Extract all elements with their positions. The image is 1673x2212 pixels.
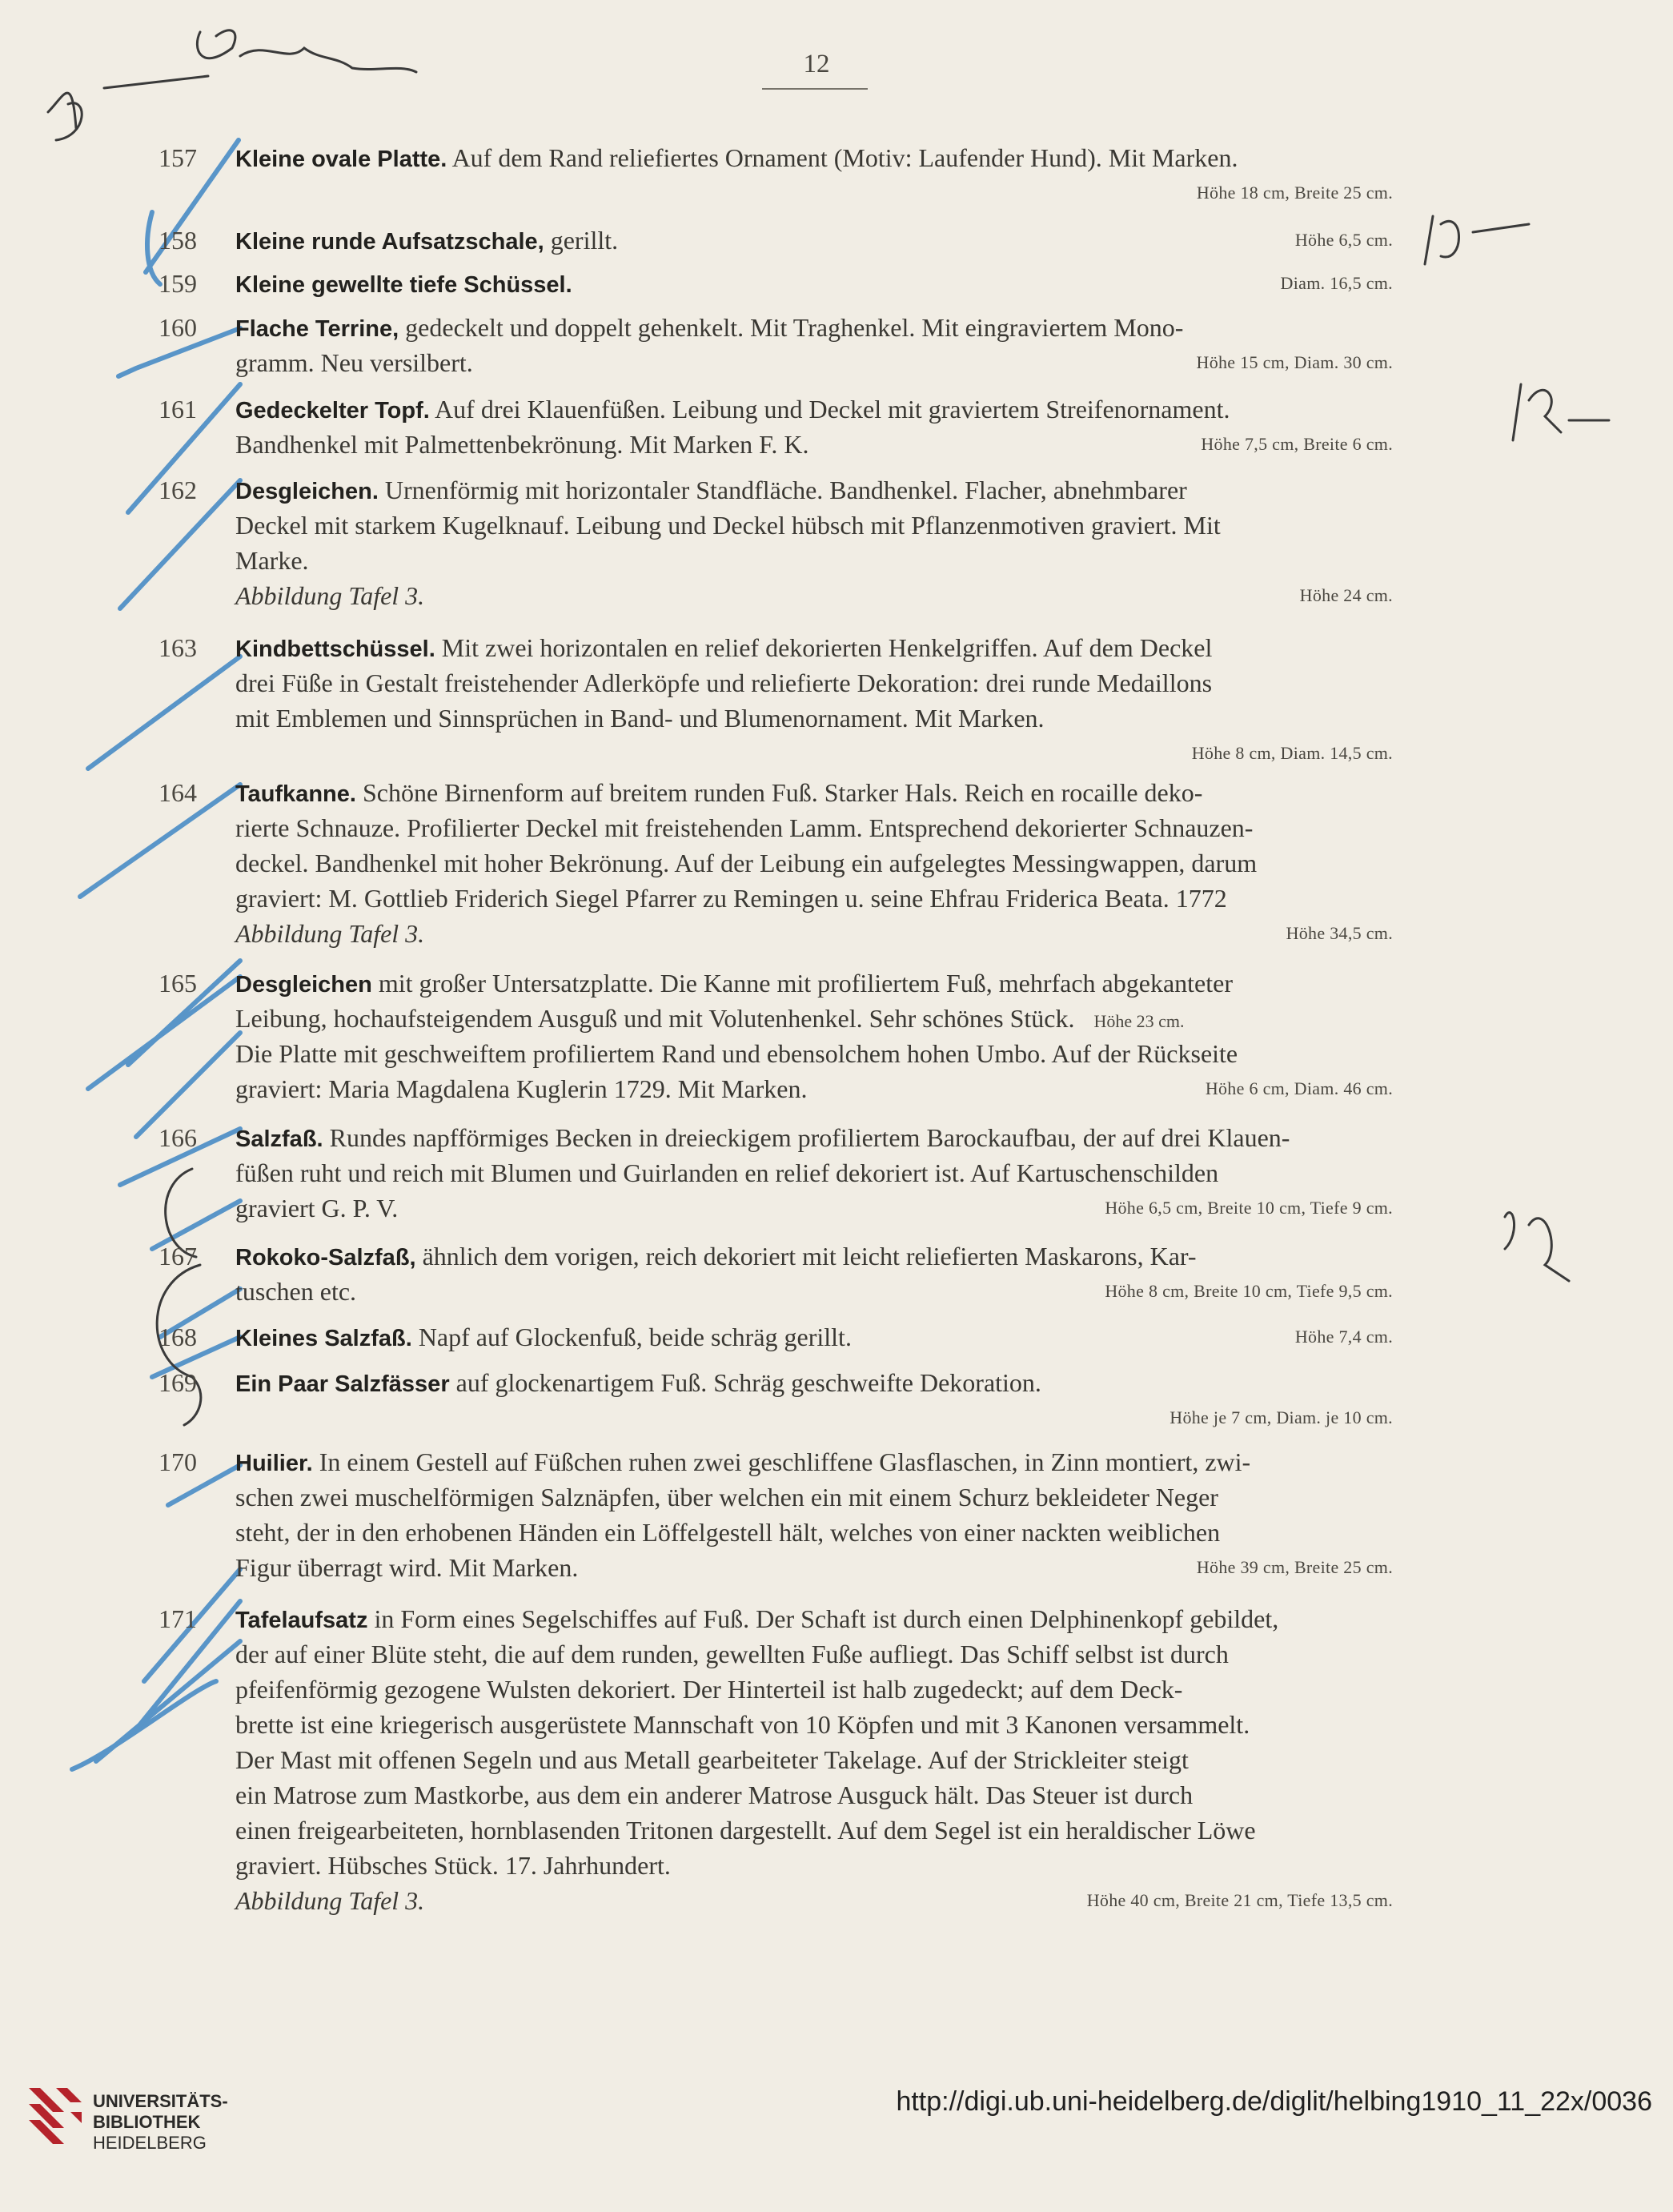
entry-measurement: Höhe 40 cm, Breite 21 cm, Tiefe 13,5 cm. <box>1086 1890 1393 1910</box>
entry-title: Kleines Salzfaß. <box>235 1326 412 1351</box>
entry-measurement: Höhe 39 cm, Breite 25 cm. <box>1196 1557 1393 1577</box>
entry-body <box>235 1319 1473 1355</box>
entry-line: graviert: M. Gottlieb Friderich Siegel Pfarrer zu Remingen u. seine Ehfrau Friderica Beata. 1772 <box>235 884 1227 913</box>
entry-measurement: Höhe je 7 cm, Diam. je 10 cm. <box>1169 1407 1393 1427</box>
entry-line: graviert: Maria Magdalena Kuglerin 1729. Mit Marken. <box>235 1074 808 1103</box>
entry-line: gerillt. <box>550 226 619 255</box>
entry-line: Bandhenkel mit Palmettenbekrönung. Mit Marken F. K. <box>235 430 809 459</box>
entry-number: 169 <box>158 1368 197 1397</box>
entry-line: Die Platte mit geschweiftem profiliertem Rand und ebensolchem hohen Umbo. Auf der Rückseite <box>235 1039 1238 1068</box>
entry-line: steht, der in den erhobenen Händen ein Löffelgestell hält, welches von einer nackten weiblichen <box>235 1518 1221 1547</box>
entry-line: deckel. Bandhenkel mit hoher Bekrönung. Auf der Leibung ein aufgelegtes Messingwappen, darum <box>235 849 1258 877</box>
entry-number: 157 <box>158 143 197 172</box>
entry-measurement: Höhe 8 cm, Diam. 14,5 cm. <box>1191 743 1393 763</box>
source-url-link[interactable]: http://digi.ub.uni-heidelberg.de/diglit/helbing1910_11_22x/0036 <box>896 2086 1652 2117</box>
entry-number: 159 <box>158 269 197 298</box>
entry-line: Urnenförmig mit horizontaler Standfläche. Bandhenkel. Flacher, abnehmbarer <box>384 476 1187 504</box>
entry-line: brette ist eine kriegerisch ausgerüstete Mannschaft von 10 Köpfen und mit 3 Kanonen versammelt. <box>235 1710 1250 1739</box>
entry-title: Huilier. <box>235 1451 313 1476</box>
entry-number: 161 <box>158 395 197 424</box>
entry-measurement: Höhe 6,5 cm, Breite 10 cm, Tiefe 9 cm. <box>1105 1198 1393 1218</box>
entry-line: Mit zwei horizontalen en relief dekorierten Henkelgriffen. Auf dem Deckel <box>441 633 1213 662</box>
entry-title: Kleine runde Aufsatzschale, <box>235 229 544 255</box>
entry-measurement: Diam. 16,5 cm. <box>1280 273 1393 293</box>
entry-line: rierte Schnauze. Profilierter Deckel mit freistehenden Lamm. Entsprechend dekorierter Schnauzen- <box>235 813 1254 842</box>
entry-title: Gedeckelter Topf. <box>235 398 430 424</box>
entry-number: 160 <box>158 313 197 342</box>
entry-body <box>235 472 1473 613</box>
entry-line: schen zwei muschelförmigen Salznäpfen, über welchen ein mit einem Schurz bekleideter Neger <box>235 1483 1218 1511</box>
entry-title: Taufkanne. <box>235 781 356 807</box>
entry-title: Kindbettschüssel. <box>235 636 435 662</box>
entry-line: drei Füße in Gestalt freistehender Adlerköpfe und reliefierte Dekoration: drei runde Medaillons <box>235 668 1213 697</box>
entry-line: ähnlich dem vorigen, reich dekoriert mit leicht reliefierten Maskarons, Kar- <box>422 1242 1197 1271</box>
entry-line: tuschen etc. <box>235 1277 357 1306</box>
entry-number: 163 <box>158 633 197 662</box>
plate-reference: Abbildung Tafel 3. <box>235 581 425 610</box>
entry-line: pfeifenförmig gezogene Wulsten dekoriert. Der Hinterteil ist halb zugedeckt; auf dem Deck- <box>235 1675 1183 1704</box>
entry-measurement: Höhe 15 cm, Diam. 30 cm. <box>1196 352 1393 372</box>
entry-line: füßen ruht und reich mit Blumen und Guirlanden en relief dekoriert ist. Auf Kartuschenschilden <box>235 1158 1219 1187</box>
entry-line: Napf auf Glockenfuß, beide schräg gerillt. <box>418 1323 852 1351</box>
entry-title: Tafelaufsatz <box>235 1608 368 1633</box>
entry-measurement: Höhe 6,5 cm. <box>1294 230 1393 250</box>
entry-measurement: Höhe 24 cm. <box>1299 585 1393 605</box>
entry-line: graviert G. P. V. <box>235 1194 399 1222</box>
entry-measurement: Höhe 7,5 cm, Breite 6 cm. <box>1201 434 1393 454</box>
university-library-logo-icon <box>24 2080 86 2149</box>
entry-line: Auf drei Klauenfüßen. Leibung und Deckel mit graviertem Streifenornament. <box>435 395 1230 424</box>
entry-title: Flache Terrine, <box>235 316 399 342</box>
entry-line: mit großer Untersatzplatte. Die Kanne mit profiliertem Fuß, mehrfach abgekanteter <box>378 969 1233 998</box>
entry-line: gramm. Neu versilbert. <box>235 348 473 377</box>
entry-body <box>235 965 1473 1106</box>
plate-reference: Abbildung Tafel 3. <box>235 1886 425 1915</box>
entry-number: 167 <box>158 1242 197 1271</box>
entry-measurement: Höhe 6 cm, Diam. 46 cm. <box>1205 1078 1393 1098</box>
entry-line: gedeckelt und doppelt gehenkelt. Mit Traghenkel. Mit eingraviertem Mono- <box>405 313 1184 342</box>
entry-title: Kleine gewellte tiefe Schüssel. <box>235 272 572 298</box>
entry-title: Kleine ovale Platte. <box>235 147 447 172</box>
entry-body <box>235 223 1473 258</box>
entry-line: In einem Gestell auf Füßchen ruhen zwei geschliffene Glasflaschen, in Zinn montiert, zwi- <box>319 1447 1251 1476</box>
entry-line: einen freigearbeiteten, hornblasenden Tritonen dargestellt. Auf dem Segel ist ein heraldischer Löwe <box>235 1816 1256 1845</box>
library-name-line: HEIDELBERG <box>93 2133 207 2153</box>
entry-number: 166 <box>158 1123 197 1152</box>
entry-line: Rundes napfförmiges Becken in dreieckigem profiliertem Barockaufbau, der auf drei Klauen- <box>329 1123 1290 1152</box>
library-name <box>93 2091 228 2154</box>
plate-reference: Abbildung Tafel 3. <box>235 919 425 948</box>
entry-number: 164 <box>158 778 197 807</box>
entry-body <box>235 310 1473 380</box>
entry-number: 168 <box>158 1323 197 1351</box>
page-number-rule <box>762 88 868 90</box>
entry-line: auf glockenartigem Fuß. Schräg geschweifte Dekoration. <box>455 1368 1041 1397</box>
entry-line: mit Emblemen und Sinnsprüchen in Band- und Blumenornament. Mit Marken. <box>235 704 1045 733</box>
entry-line: Figur überragt wird. Mit Marken. <box>235 1553 579 1582</box>
entry-line: der auf einer Blüte steht, die auf dem runden, gewellten Fuße aufliegt. Das Schiff selbst ist durch <box>235 1640 1229 1668</box>
entry-title: Desgleichen. <box>235 479 379 504</box>
entry-body <box>235 1601 1473 1918</box>
entry-measurement: Höhe 7,4 cm. <box>1294 1327 1393 1347</box>
entry-measurement: Höhe 34,5 cm. <box>1286 923 1393 943</box>
entry-measurement: Höhe 8 cm, Breite 10 cm, Tiefe 9,5 cm. <box>1105 1281 1393 1301</box>
blue-crayon-marks <box>72 140 240 1769</box>
library-name-line: UNIVERSITÄTS- <box>93 2091 228 2111</box>
entry-line: Marke. <box>235 546 309 575</box>
entry-body <box>235 1238 1473 1309</box>
entry-title: Salzfaß. <box>235 1126 323 1152</box>
entry-line: Der Mast mit offenen Segeln und aus Metall gearbeiteter Takelage. Auf der Strickleiter steigt <box>235 1745 1189 1774</box>
library-name-line: BIBLIOTHEK <box>93 2112 201 2132</box>
entry-number: 165 <box>158 969 197 998</box>
entry-line: Leibung, hochaufsteigendem Ausguß und mit Volutenhenkel. Sehr schönes Stück. <box>235 1004 1075 1033</box>
entry-measurement: Höhe 18 cm, Breite 25 cm. <box>1196 183 1393 203</box>
entry-body <box>235 775 1473 951</box>
entry-line: graviert. Hübsches Stück. 17. Jahrhundert. <box>235 1851 671 1880</box>
entry-number: 170 <box>158 1447 197 1476</box>
entry-body <box>235 1120 1473 1226</box>
entry-line: ein Matrose zum Mastkorbe, aus dem ein anderer Matrose Ausguck hält. Das Steuer ist durch <box>235 1780 1194 1809</box>
entry-line: Deckel mit starkem Kugelknauf. Leibung und Deckel hübsch mit Pflanzenmotiven graviert. Mit <box>235 511 1221 540</box>
entry-line: Schöne Birnenform auf breitem runden Fuß. Starker Hals. Reich en rocaille deko- <box>362 778 1203 807</box>
entry-body <box>235 1365 1473 1435</box>
entry-body <box>235 391 1473 462</box>
entry-number: 162 <box>158 476 197 504</box>
entry-body <box>235 630 1473 771</box>
entry-title: Rokoko-Salzfaß, <box>235 1245 416 1271</box>
entry-body <box>235 140 1473 211</box>
entry-body <box>235 266 1473 301</box>
entry-number: 158 <box>158 226 197 255</box>
entry-body <box>235 1444 1473 1585</box>
entry-line: Auf dem Rand reliefiertes Ornament (Motiv: Laufender Hund). Mit Marken. <box>451 143 1238 172</box>
entry-title: Desgleichen <box>235 972 372 998</box>
entry-title: Ein Paar Salzfässer <box>235 1371 450 1397</box>
page-number: 12 <box>803 50 830 78</box>
entry-number: 171 <box>158 1604 197 1633</box>
entry-inline-measurement: Höhe 23 cm. <box>1093 1011 1185 1031</box>
entry-line: in Form eines Segelschiffes auf Fuß. Der Schaft ist durch einen Delphinenkopf gebildet, <box>374 1604 1279 1633</box>
